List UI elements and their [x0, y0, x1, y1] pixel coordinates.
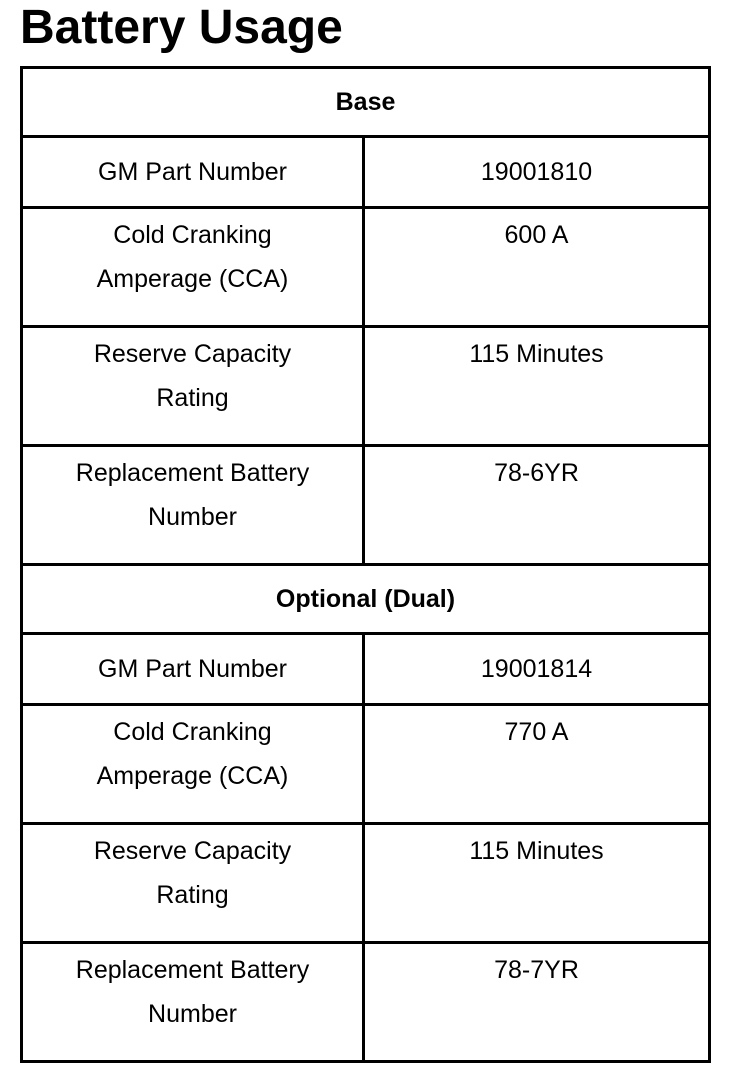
row-label-line: Amperage (CCA) [96, 265, 289, 293]
row-label: GM Part Number [22, 634, 364, 705]
row-label-line: Replacement Battery [75, 956, 310, 984]
row-label-line: Reserve Capacity [93, 340, 292, 368]
row-value: 78-7YR [364, 943, 710, 1062]
table-row [22, 137, 710, 208]
row-label-line: Reserve Capacity [93, 837, 292, 865]
row-value: 78-6YR [364, 446, 710, 565]
battery-usage-table [20, 66, 711, 1063]
table-row [22, 943, 710, 1062]
row-label: GM Part Number [22, 137, 364, 208]
row-value: 19001810 [364, 137, 710, 208]
row-value: 115 Minutes [364, 824, 710, 943]
row-label [22, 824, 364, 943]
section-header-row [22, 565, 710, 634]
section-header-row [22, 68, 710, 137]
table-row [22, 705, 710, 824]
table-row [22, 634, 710, 705]
row-label [22, 705, 364, 824]
section-heading-base: Base [22, 68, 710, 137]
row-value: 115 Minutes [364, 327, 710, 446]
row-value: 770 A [364, 705, 710, 824]
row-label-line: Rating [156, 384, 229, 412]
row-label-line: Number [148, 503, 237, 531]
row-label-line: Amperage (CCA) [96, 762, 289, 790]
row-value: 19001814 [364, 634, 710, 705]
row-label-line: Cold Cranking [113, 221, 272, 249]
row-label-line: Number [148, 1000, 237, 1028]
row-label-line: Replacement Battery [75, 459, 310, 487]
row-value: 600 A [364, 208, 710, 327]
row-label [22, 208, 364, 327]
table-row [22, 327, 710, 446]
row-label [22, 327, 364, 446]
table-row [22, 824, 710, 943]
row-label-line: Rating [156, 881, 229, 909]
row-label [22, 943, 364, 1062]
page-title: Battery Usage [20, 1, 343, 54]
table-row [22, 208, 710, 327]
row-label [22, 446, 364, 565]
table-row [22, 446, 710, 565]
section-heading-optional-dual: Optional (Dual) [22, 565, 710, 634]
row-label-line: Cold Cranking [113, 718, 272, 746]
